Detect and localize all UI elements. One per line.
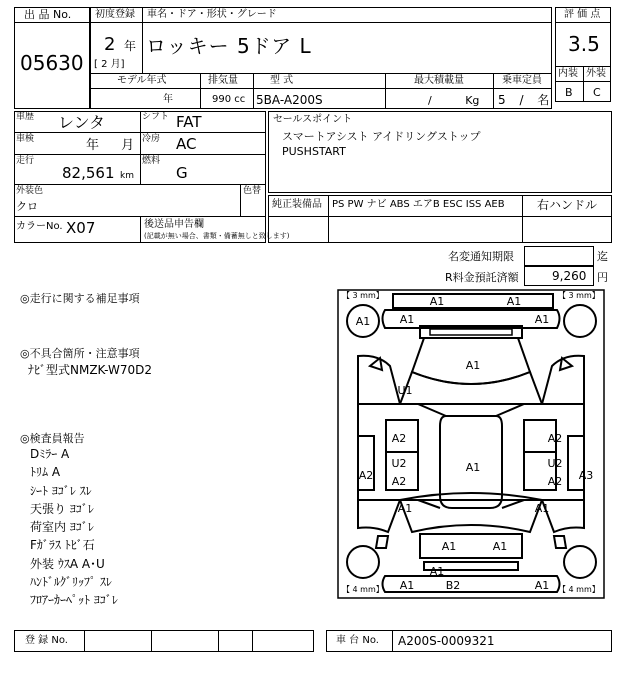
name-change-box [524,246,594,266]
mark-back-door-right: A1 [492,540,508,553]
mark-front-fender-left: U1 [397,384,413,397]
chassis-no-value: A200S-0009321 [398,634,495,648]
inspector-item: 外装 ｳｽA A･U [30,557,105,571]
inspector-item: Fｶﾞﾗｽ ﾄﾋﾞ石 [30,538,95,552]
inspector-item: 天張り ﾖｺﾞﾚ [30,502,94,516]
mark-front-bumper-upper-left: A1 [429,295,445,308]
aircon-label: 冷房 [142,134,161,144]
tire-front-right-depth: 【 3 mm】 [558,291,600,300]
diagram-frame [338,290,604,598]
inspection-value: 年 月 [86,138,135,153]
history-value: レンタ [58,113,105,132]
mark-quarter-right: A1 [534,502,550,515]
inspector-report-label: ◎検査員報告 [20,432,85,445]
car-damage-diagram [330,286,612,604]
shift-label: シフト [142,112,170,122]
tire-front-left-depth: 【 3 mm】 [342,291,384,300]
mark-sill-right: A3 [578,469,594,482]
tail-lamp-left [376,536,388,548]
tire-front-right [564,305,596,337]
mark-rear-door-left-1: U2 [391,457,407,470]
front-fender-left [358,356,400,404]
sales-point-1: スマートアシスト アイドリングストップ [282,130,481,143]
max-load-label: 最大積載量 [414,75,464,86]
mark-rear-door-right-2: A2 [547,475,563,488]
steering-value: 右ハンドル [537,198,598,212]
lot-no-value: 05630 [20,51,84,75]
grade-value: 3.5 [568,32,600,56]
mark-front-door-left: A2 [391,432,407,445]
mark-rear-bumper-2: A1 [429,565,445,578]
recycle-value: 9,260 [552,269,587,283]
exterior-label: 外装 [586,68,606,79]
tire-rear-left [347,546,379,578]
inspection-label: 車検 [16,134,35,144]
name-change-unit: 迄 [597,250,608,263]
equipment-label: 純正装備品 [272,199,322,210]
quarter-left [358,500,400,532]
defect-item: ﾅﾋﾞ型式NMZK-W70D2 [28,363,153,377]
tail-lamp-right [554,536,566,548]
mark-hood: A1 [465,359,481,372]
windshield [400,372,542,404]
chassis-no-label: 車 台 No. [336,635,379,646]
first-reg-month: [ 2 月] [94,59,125,70]
interior-label: 内装 [558,68,578,79]
inspector-item: ﾌﾛｱｰｶｰﾍﾟｯﾄ ﾖｺﾞﾚ [30,593,118,607]
mark-front-bumper-upper-right: A1 [506,295,522,308]
mark-rear-bumper-center: B2 [445,579,461,592]
color-change-label: 色替 [243,186,262,196]
color-value: クロ [16,200,38,213]
type-label: 型 式 [270,75,294,86]
reg-no-label: 登 録 No. [25,635,68,646]
displacement-value: 990 cc [212,94,246,105]
mark-sill-left: A2 [358,469,374,482]
displacement-label: 排気量 [208,75,238,86]
front-bumper-upper [393,294,553,308]
inspector-item: ﾄﾘﾑ A [30,465,61,479]
inspector-item: ｼｰﾄ ﾖｺﾞﾚ ｽﾚ [30,484,92,498]
inspector-item: ﾊﾝﾄﾞﾙｸﾞﾘｯﾌﾟ ｽﾚ [30,575,112,589]
rear-window [397,493,542,532]
year-unit: 年 [124,39,137,53]
mileage-unit: km [120,171,134,181]
defect-notes-label: ◎不具合箇所・注意事項 [20,347,140,360]
inspector-item: Dﾐﾗｰ A [30,447,70,461]
history-label: 車歴 [16,112,35,122]
capacity-label: 乗車定員 [502,75,542,86]
tire-rear-right [564,546,596,578]
inspector-item: 荷室内 ﾖｺﾞﾚ [30,520,94,534]
exterior-value: C [593,86,601,99]
equipment-value: PS PW ナビ ABS エアB ESC ISS AEB [332,199,505,210]
mark-front-bumper-right: A1 [534,313,550,326]
recycle-unit: 円 [597,271,608,284]
first-reg-label: 初度登録 [95,9,135,20]
front-fender-right [542,356,584,404]
interior-value: B [565,86,573,99]
mark-quarter-left: A1 [397,502,413,515]
fuel-label: 燃料 [142,156,161,166]
max-load-value: / Kg [428,94,480,107]
name-change-label: 名変通知期限 [448,250,514,263]
recycle-label: R料金預託済額 [445,271,519,284]
mark-back-door-left: A1 [441,540,457,553]
mark-front-door-right: A2 [547,432,563,445]
model-year-label: モデル年式 [117,75,167,86]
mark-front-bumper-left: A1 [399,313,415,326]
aftermarket-label: 後送品申告欄 [144,219,204,230]
tire-rear-left-depth: 【 4 mm】 [342,585,384,594]
mileage-label: 走行 [16,156,35,166]
model-name-label: 車名・ドア・形状・グレード [147,9,277,20]
mark-rear-bumper-3: A1 [534,579,550,592]
aircon-value: AC [176,135,197,153]
shift-value: FAT [176,113,202,131]
driving-notes-label: ◎走行に関する補足事項 [20,292,140,305]
model-year-unit: 年 [163,94,173,105]
mark-rear-bumper-1: A1 [399,579,415,592]
mark-rear-door-left-2: A2 [391,475,407,488]
mark-roof: A1 [465,461,481,474]
fuel-value: G [176,164,188,182]
type-value: 5BA-A200S [256,93,323,107]
color-no-label: カラーNo. [16,221,63,232]
model-name: ロッキー 5ドア L [146,34,312,58]
sales-point-label: セールスポイント [273,114,353,125]
mileage-value: 82,561 [62,164,115,182]
color-no-value: X07 [66,219,96,237]
mark-front-wheel-left: A1 [355,315,371,328]
sales-point-2: PUSHSTART [282,145,346,158]
tire-rear-right-depth: 【 4 mm】 [558,585,600,594]
grade-label: 評 価 点 [564,9,601,20]
color-label: 外装色 [16,186,44,196]
mark-rear-door-right-1: U2 [547,457,563,470]
first-reg-year: 2 [104,34,116,55]
capacity-value: 5 / 名 [498,93,550,107]
lot-no-label: 出 品 No. [24,8,72,21]
aftermarket-note: (記載が無い場合、書類・備蓄無しと致します) [144,232,290,240]
